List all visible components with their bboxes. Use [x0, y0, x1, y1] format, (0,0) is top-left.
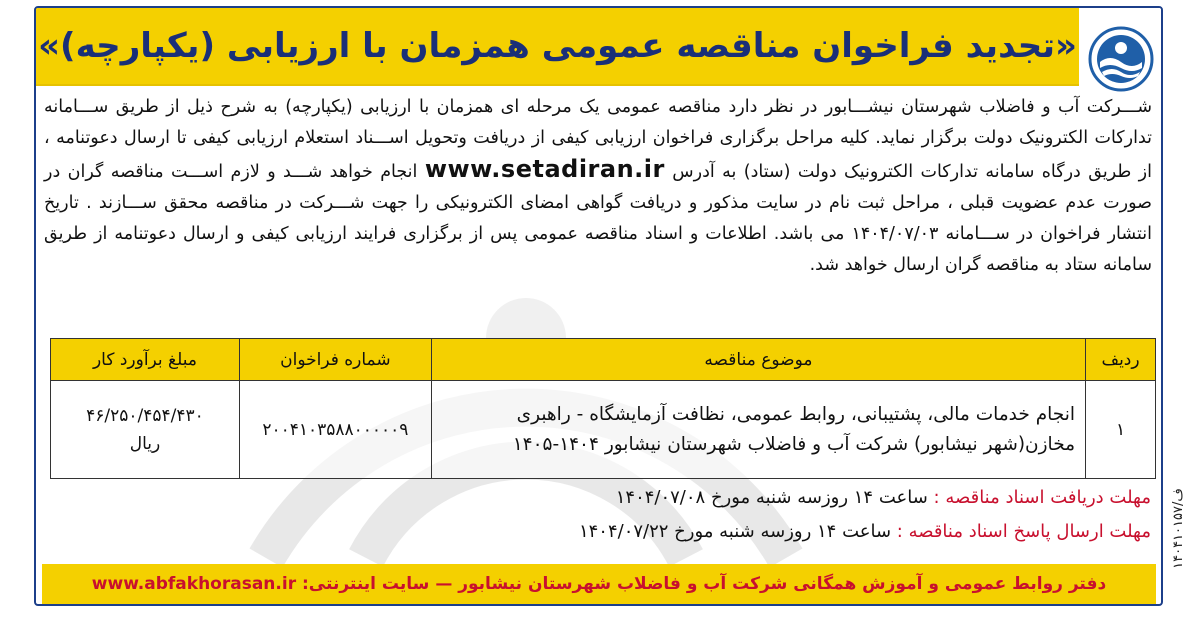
amount-unit: ریال [129, 433, 161, 454]
reference-code-text: ۱۴۰۴۱۰۱۵۷/ف [1170, 487, 1186, 569]
side-reference-code [1166, 448, 1190, 608]
announcement-text-part2: انجام خواهد شـــد و لازم اســـت مناقصه گران در صورت عدم عضویت قبلی ، مراحل ثبت نام در سایت مذکور و دریافت گواهی امضای الکترونیکی را جهت شـــرکت در مناقصه محقق ســـازند . تاریخ انتشار فراخوان در ســـامانه ۱۴۰۴/۰۷/۰۳ می باشد. اطلاعات و اسناد مناقصه عمومی پس از برگزاری فرایند ارزیابی کیفی و ارسال دعوتنامه از طریق سامانه ستاد به مناقصه گران ارسال خواهد شد. [44, 162, 1152, 275]
advertisement-frame [34, 6, 1163, 606]
header-subject: موضوع مناقصه [431, 339, 1085, 381]
footer-contact-text: دفتر روابط عمومی و آموزش همگانی شرکت آب و فاضلاب شهرستان نیشابور — سایت اینترنتی: www.abfakhorasan.ir [91, 574, 1107, 594]
submit-deadline-value: ساعت ۱۴ روزسه شنبه مورخ ۱۴۰۴/۰۷/۲۲ [578, 521, 892, 542]
header-estimated-amount: مبلغ برآورد کار [51, 339, 240, 381]
table-row [51, 381, 1156, 479]
cell-subject [431, 381, 1085, 479]
receive-documents-deadline [51, 483, 1151, 513]
tender-table [50, 338, 1156, 479]
title-banner [36, 8, 1079, 86]
setad-website-url[interactable]: www.setadiran.ir [424, 155, 665, 183]
submit-deadline-label: مهلت ارسال پاسخ اسناد مناقصه : [896, 521, 1151, 542]
water-drop-emblem-icon [1088, 26, 1154, 92]
amount-value: ۴۶/۲۵۰/۴۵۴/۴۳۰ [86, 405, 204, 426]
subject-line-1: انجام خدمات مالی، پشتیبانی، روابط عمومی، نظافت آزمایشگاه - راهبری [516, 403, 1076, 425]
header-row-number: ردیف [1086, 339, 1156, 381]
announcement-text-part1: شـــرکت آب و فاضلاب شهرستان نیشـــابور در نظر دارد مناقصه عمومی یک مرحله ای همزمان با ارزیابی (یکپارچه) به شرح ذیل از طریق ســـامانه تدارکات الکترونیک دولت برگزار نماید. کلیه مراحل برگزاری فراخوان ارزیابی کیفی از دریافت وتحویل اســـناد استعلام ارزیابی کیفی تا ارسال دعوتنامه ، از طریق درگاه سامانه تدارکات الکترونیک دولت (ستاد) به آدرس [44, 97, 1152, 182]
cell-estimated-amount [51, 381, 240, 479]
submit-response-deadline [51, 517, 1151, 547]
subject-line-2: مخازن(شهر نیشابور) شرکت آب و فاضلاب شهرستان نیشابور ۱۴۰۴-۱۴۰۵ [512, 433, 1076, 455]
cell-call-number: ۲۰۰۴۱۰۳۵۸۸۰۰۰۰۰۹ [239, 381, 431, 479]
table-header-row [51, 339, 1156, 381]
header-call-number: شماره فراخوان [239, 339, 431, 381]
receive-deadline-label: مهلت دریافت اسناد مناقصه : [933, 487, 1151, 508]
receive-deadline-value: ساعت ۱۴ روزسه شنبه مورخ ۱۴۰۴/۰۷/۰۸ [615, 487, 928, 508]
footer-bar [42, 564, 1156, 604]
announcement-paragraph [44, 92, 1152, 281]
cell-row-number: ۱ [1086, 381, 1156, 479]
company-logo [1079, 8, 1163, 104]
page-title: «تجدید فراخوان مناقصه عمومی همزمان با ارزیابی (یکپارچه)» [38, 26, 1077, 66]
